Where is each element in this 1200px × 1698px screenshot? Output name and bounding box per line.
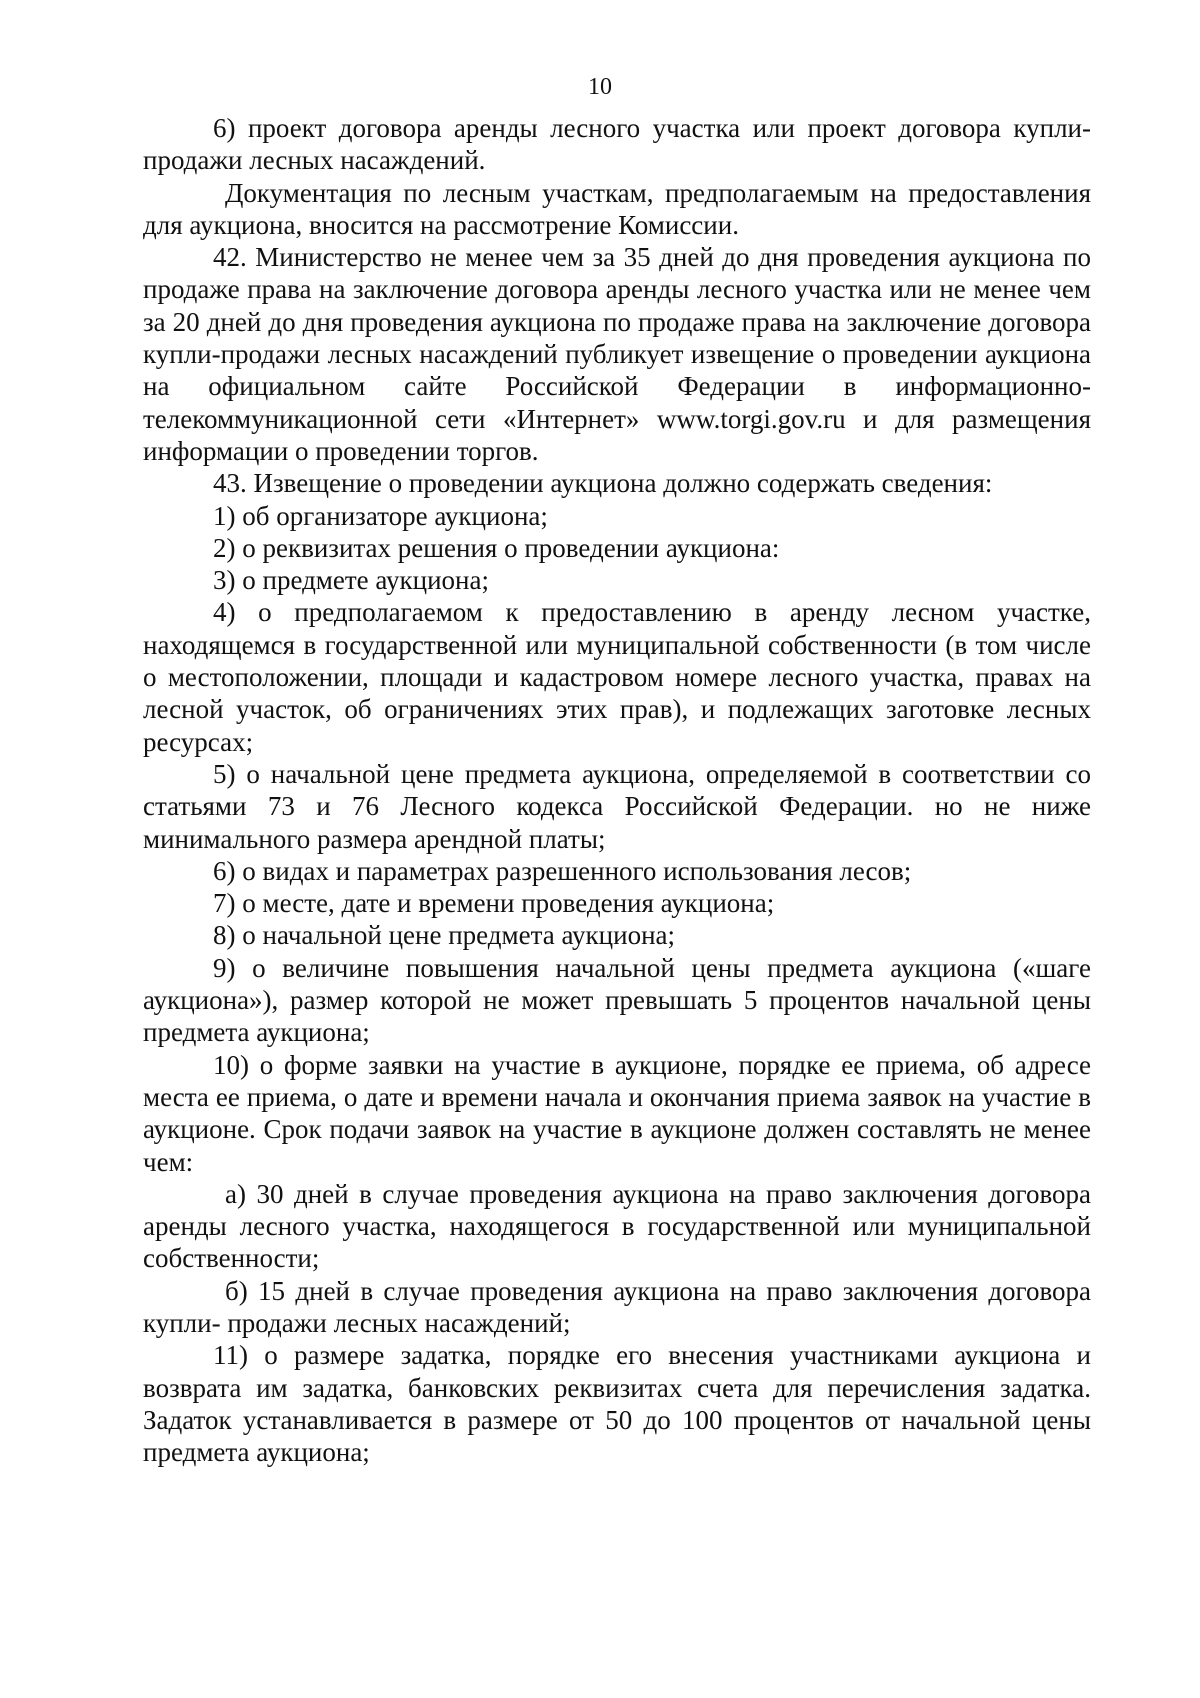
- list-item-4: 4) о предполагаемом к предоставлению в аренду лесном участке, находящемся в государственной или муниципальной собственности (в том числе о местоположении, площади и кадастровом номере лесного участка, правах на лесной участок, об ограничениях этих прав), и подлежащих заготовке лесных ресурсах;: [143, 597, 1091, 757]
- paragraph-item-6-draft-contract: 6) проект договора аренды лесного участка или проект договора купли-продажи лесных насаждений.: [143, 113, 1091, 176]
- list-item-9: 9) о величине повышения начальной цены предмета аукциона («шаге аукциона»), размер которой не может превышать 5 процентов начальной цены предмета аукциона;: [143, 952, 1091, 1048]
- page-number: 10: [588, 74, 612, 100]
- list-item-2: 2) о реквизитах решения о проведении аукциона:: [213, 532, 780, 563]
- sub-item-b: б) 15 дней в случае проведения аукциона на право заключения договора купли- продажи лесных насаждений;: [143, 1275, 1091, 1338]
- list-item-5: 5) о начальной цене предмета аукциона, определяемой в соответствии со статьями 73 и 76 Лесного кодекса Российской Федерации. но не ниже минимального размера арендной платы;: [143, 758, 1091, 854]
- list-item-11: 11) о размере задатка, порядке его внесения участниками аукциона и возврата им задатка, банковских реквизитах счета для перечисления задатка. Задаток устанавливается в размере от 50 до 100 процентов от начальной цены предмета аукциона;: [143, 1340, 1091, 1468]
- sub-item-a: а) 30 дней в случае проведения аукциона на право заключения договора аренды лесного участка, находящегося в государственной или муниципальной собственности;: [143, 1178, 1091, 1274]
- list-item-8: 8) о начальной цене предмета аукциона;: [213, 920, 676, 951]
- paragraph-43: 43. Извещение о проведении аукциона должно содержать сведения:: [213, 468, 993, 499]
- list-item-10: 10) о форме заявки на участие в аукционе, порядке ее приема, об адресе места ее приема, о дате и времени начала и окончания приема заявок на участие в аукционе. Срок подачи заявок на участие в аукционе должен составлять не менее чем:: [143, 1049, 1091, 1177]
- paragraph-42: 42. Министерство не менее чем за 35 дней до дня проведения аукциона по продаже права на заключение договора аренды лесного участка или не менее чем за 20 дней до дня проведения аукциона по продаже права на заключение договора купли-продажи лесных насаждений публикует извещение о проведении аукциона на официальном сайте Российской Федерации в информационно-телекоммуникационной сети «Интернет» www.torgi.gov.ru и для размещения информации о проведении торгов.: [143, 242, 1091, 466]
- document-body: [143, 112, 1091, 1468]
- list-item-3: 3) о предмете аукциона;: [213, 565, 489, 596]
- list-item-6: 6) о видах и параметрах разрешенного использования лесов;: [213, 855, 912, 886]
- list-item-7: 7) о месте, дате и времени проведения аукциона;: [213, 888, 775, 919]
- paragraph-documentation: Документация по лесным участкам, предполагаемым на предоставления для аукциона, вносится на рассмотрение Комиссии.: [143, 177, 1091, 240]
- list-item-1: 1) об организаторе аукциона;: [213, 500, 548, 531]
